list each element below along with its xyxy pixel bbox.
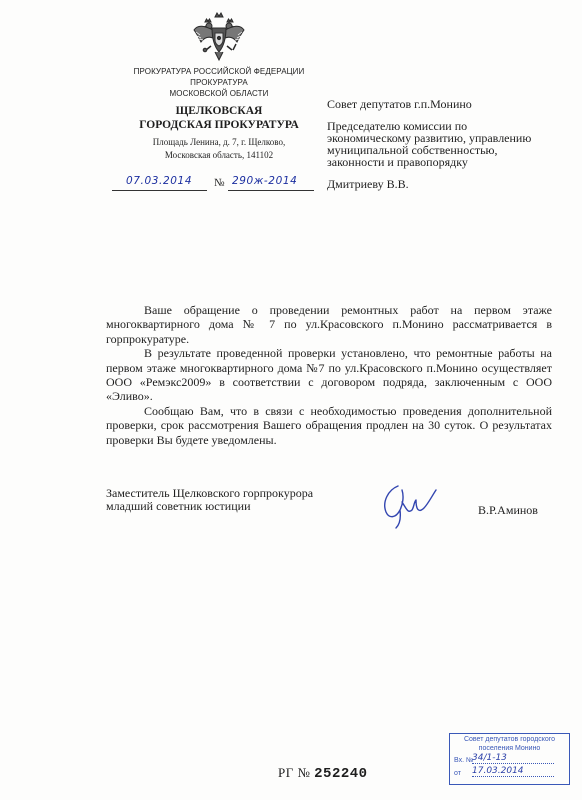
address-line: Московская область, 141102 xyxy=(164,150,274,160)
recipient-org: Совет депутатов г.п.Монино xyxy=(327,97,472,111)
signer-title-line: Заместитель Щелковского горпрокурора xyxy=(106,486,314,500)
number-underline xyxy=(228,176,314,191)
body-paragraph: Сообщаю Вам, что в связи с необходимостью проведения дополнительной проверки, срок рассмотрения Вашего обращения продлен на 30 суток. О результатах проверки Вы будете уведомлены. xyxy=(106,403,552,447)
body-paragraph: В результате проведенной проверки установлено, что ремонтные работы на первом этаже многоквартирного дома №7 по ул.Красовского п.Монино осуществляет ООО «Ремэкс2009» в соответствии с договором подряда, заключенным с ООО «Эливо». xyxy=(106,346,552,404)
stamp-in-label: Вх. № xyxy=(454,757,474,764)
recipient-block xyxy=(327,98,557,168)
outgoing-number: 290ж-2014 xyxy=(232,175,298,187)
org-line: МОСКОВСКОЙ ОБЛАСТИ xyxy=(169,89,269,98)
office-line: ГОРОДСКАЯ ПРОКУРАТУРА xyxy=(139,119,299,131)
signer-title xyxy=(106,487,356,512)
date-underline xyxy=(112,176,207,191)
letter-body xyxy=(106,303,552,447)
org-line: ПРОКУРАТУРА РОССИЙСКОЙ ФЕДЕРАЦИИ xyxy=(133,67,305,76)
double-headed-eagle-icon xyxy=(191,8,247,64)
recipient-title-line: законности и правопорядку xyxy=(327,155,468,169)
address-line: Площадь Ленина, д. 7, г. Щелково, xyxy=(152,137,286,147)
stamp-in-value: 34/1-13 xyxy=(472,754,554,764)
outgoing-registration xyxy=(112,176,317,194)
incoming-stamp xyxy=(449,733,570,785)
stamp-org-line: поселения Монино xyxy=(478,744,541,752)
stamp-date-label: от xyxy=(454,770,461,777)
outgoing-date: 07.03.2014 xyxy=(126,175,193,187)
recipient-title-line: Председателю комиссии по xyxy=(327,119,468,133)
stamp-date-value: 17.03.2014 xyxy=(472,767,554,777)
recipient-name: Дмитриеву В.В. xyxy=(327,177,409,191)
issuer-header xyxy=(106,66,332,162)
reg-number: 252240 xyxy=(314,766,368,782)
recipient-title-line: муниципальной собственностью, xyxy=(327,143,498,157)
form-registration xyxy=(278,765,368,782)
stamp-org-line: Совет депутатов городского xyxy=(463,736,556,743)
office-line: ЩЕЛКОВСКАЯ xyxy=(175,105,263,117)
number-sign: № xyxy=(214,177,225,189)
stamp-date-row xyxy=(454,766,565,779)
recipient-title-line: экономическому развитию, управлению xyxy=(327,131,532,145)
stamp-org xyxy=(454,736,565,753)
issuer-address xyxy=(106,136,332,162)
body-paragraph: Ваше обращение о проведении ремонтных работ на первом этаже многоквартирного дома № 7 по ул.Красовского п.Монино рассматривается в горпрокуратуре. xyxy=(106,303,552,346)
reg-prefix: РГ № xyxy=(278,765,311,780)
signer-title-line: младший советник юстиции xyxy=(106,498,251,513)
signer-name: В.Р.Аминов xyxy=(478,503,538,517)
stamp-in-row xyxy=(454,753,565,766)
handwritten-signature-icon xyxy=(374,478,440,530)
office-name xyxy=(106,104,332,132)
org-line: ПРОКУРАТУРА xyxy=(190,78,248,87)
